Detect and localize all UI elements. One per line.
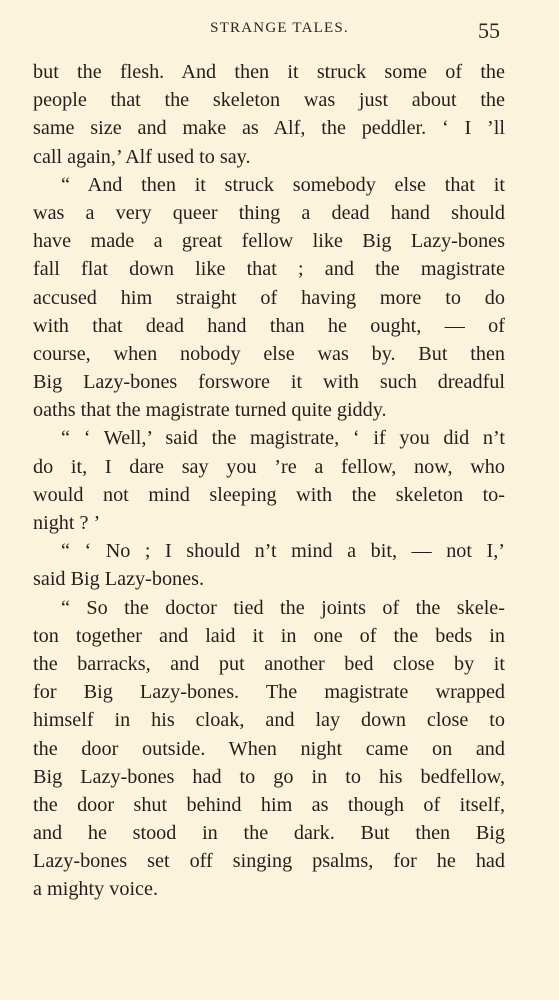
- text-line: “ And then it struck somebody else that it: [61, 173, 505, 196]
- page-number: 55: [478, 18, 500, 43]
- text-line: with that dead hand than he ought, — of: [33, 314, 505, 337]
- text-line: fall flat down like that ; and the magistrate: [33, 258, 505, 281]
- text-line: and he stood in the dark. But then Big: [33, 822, 505, 845]
- text-line: Lazy-bones set off singing psalms, for he had: [33, 850, 505, 873]
- text-line: ton together and laid it in one of the beds in: [33, 624, 505, 647]
- text-line: accused him straight of having more to do: [33, 286, 505, 309]
- text-line: oaths that the magistrate turned quite giddy.: [33, 399, 387, 422]
- body-text: [33, 58, 505, 904]
- text-line: same size and make as Alf, the peddler. ‘ I ’ll: [33, 117, 505, 140]
- text-line: for Big Lazy-bones. The magistrate wrapped: [33, 681, 505, 704]
- text-line: the barracks, and put another bed close by it: [33, 652, 505, 675]
- text-line: people that the skeleton was just about the: [33, 89, 505, 112]
- text-line: himself in his cloak, and lay down close to: [33, 709, 505, 732]
- text-line: “ So the doctor tied the joints of the skele-: [61, 596, 505, 619]
- text-line: “ ‘ No ; I should n’t mind a bit, — not I,’: [61, 540, 505, 563]
- text-line: a mighty voice.: [33, 878, 159, 901]
- text-line: course, when nobody else was by. But then: [33, 342, 505, 365]
- text-line: but the flesh. And then it struck some of the: [33, 61, 505, 83]
- text-line: Big Lazy-bones had to go in to his bedfellow,: [33, 765, 505, 788]
- text-line: would not mind sleeping with the skeleton to-: [33, 483, 505, 506]
- text-line: have made a great fellow like Big Lazy-bones: [33, 230, 505, 253]
- text-line: said Big Lazy-bones.: [33, 568, 204, 591]
- text-line: “ ‘ Well,’ said the magistrate, ‘ if you did n’t: [61, 427, 505, 450]
- text-line: was a very queer thing a dead hand should: [33, 201, 505, 224]
- text-line: call again,’ Alf used to say.: [33, 145, 251, 168]
- text-line: the door outside. When night came on and: [33, 737, 505, 760]
- text-line: the door shut behind him as though of itself,: [33, 793, 505, 816]
- running-title: STRANGE TALES.: [210, 20, 349, 36]
- text-line: night ? ’: [33, 512, 101, 534]
- text-line: Big Lazy-bones forswore it with such dreadful: [33, 371, 505, 394]
- text-line: do it, I dare say you ’re a fellow, now, who: [33, 455, 505, 478]
